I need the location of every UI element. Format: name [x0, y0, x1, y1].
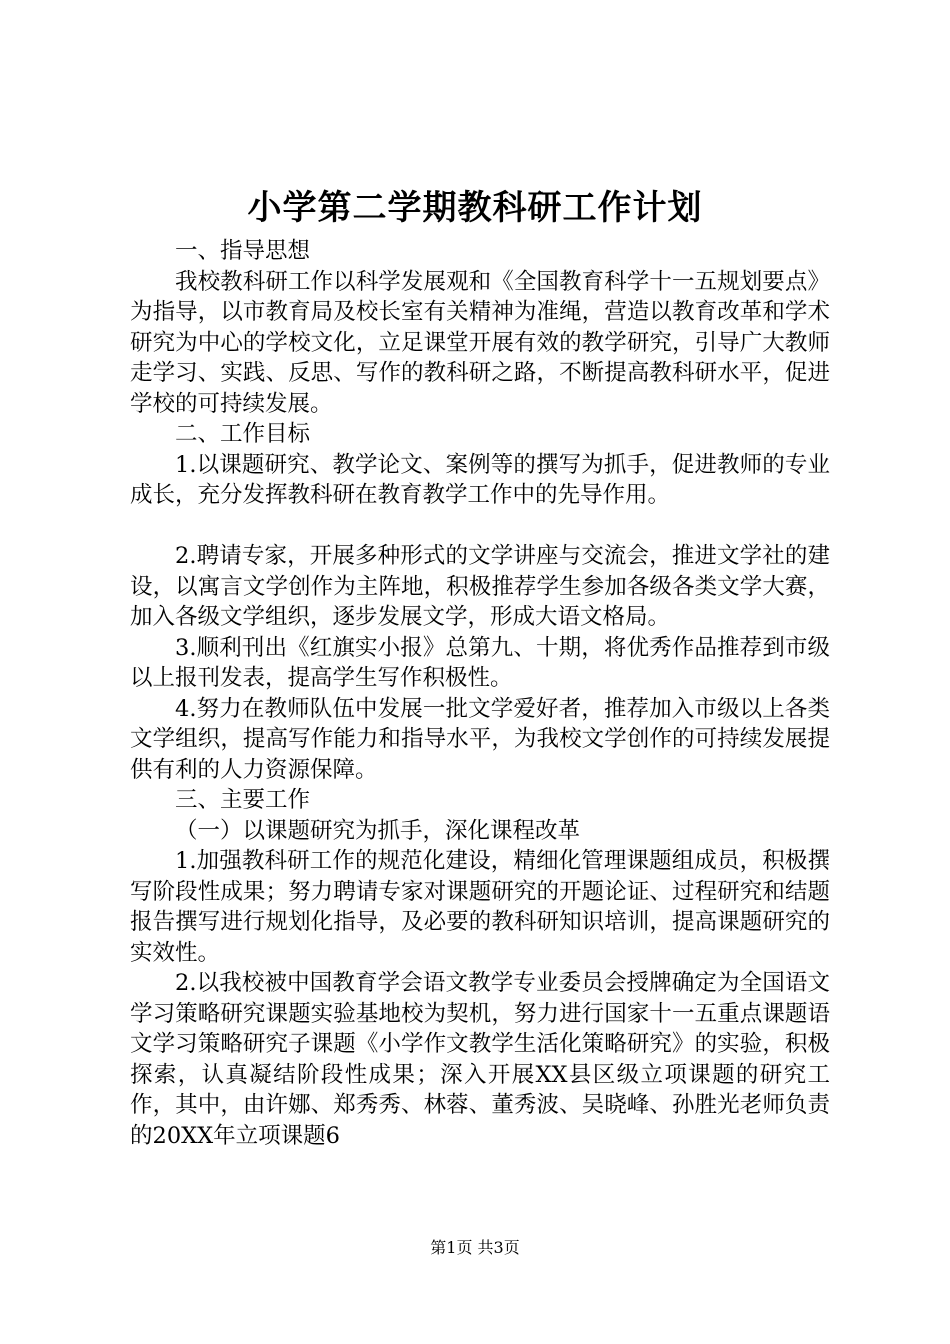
work-item-2: 2.以我校被中国教育学会语文教学专业委员会授牌确定为全国语文学习策略研究课题实验基地校为契机，努力进行国家十一五重点课题语文学习策略研究子课题《小学作文教学生活化策略研究》的实验，积极探索，认真凝结阶段性成果；深入开展XX县区级立项课题的研究工作，其中，由许娜、郑秀秀、林蓉、董秀波、吴晓峰、孙胜光老师负责的20XX年立项课题6 [130, 970, 830, 1149]
work-item-1: 1.加强教科研工作的规范化建设，精细化管理课题组成员，积极撰写阶段性成果；努力聘请专家对课题研究的开题论证、过程研究和结题报告撰写进行规划化指导，及必要的教科研知识培训，提高课题研究的实效性。 [130, 848, 830, 966]
section-heading-guiding-thought: 一、指导思想 [175, 238, 311, 264]
subsection-heading-1: （一）以课题研究为抓手，深化课程改革 [175, 817, 581, 844]
page-footer: 第1页 共3页 [430, 1238, 520, 1257]
goal-item-2: 2.聘请专家，开展多种形式的文学讲座与交流会，推进文学社的建设，以寓言文学创作为主阵地，积极推荐学生参加各级各类文学大赛，加入各级文学组织，逐步发展文学，形成大语文格局。 [130, 543, 830, 630]
goal-item-1: 1.以课题研究、教学论文、案例等的撰写为抓手，促进教师的专业成长，充分发挥教科研在教育教学工作中的先导作用。 [130, 451, 830, 508]
document-title: 小学第二学期教科研工作计划 [247, 188, 703, 228]
section-heading-work-goals: 二、工作目标 [175, 421, 311, 447]
section-heading-main-work: 三、主要工作 [175, 787, 311, 813]
document-body [130, 236, 830, 1151]
goal-item-3: 3.顺利刊出《红旗实小报》总第九、十期，将优秀作品推荐到市级以上报刊发表，提高学生写作积极性。 [130, 634, 830, 691]
goal-item-4: 4.努力在教师队伍中发展一批文学爱好者，推荐加入市级以上各类文学组织，提高写作能力和指导水平，为我校文学创作的可持续发展提供有利的人力资源保障。 [130, 695, 830, 783]
paragraph-guiding-thought: 我校教科研工作以科学发展观和《全国教育科学十一五规划要点》为指导，以市教育局及校长室有关精神为准绳，营造以教育改革和学术研究为中心的学校文化，立足课堂开展有效的教学研究，引导广大教师走学习、实践、反思、写作的教科研之路，不断提高教科研水平，促进学校的可持续发展。 [130, 268, 830, 417]
